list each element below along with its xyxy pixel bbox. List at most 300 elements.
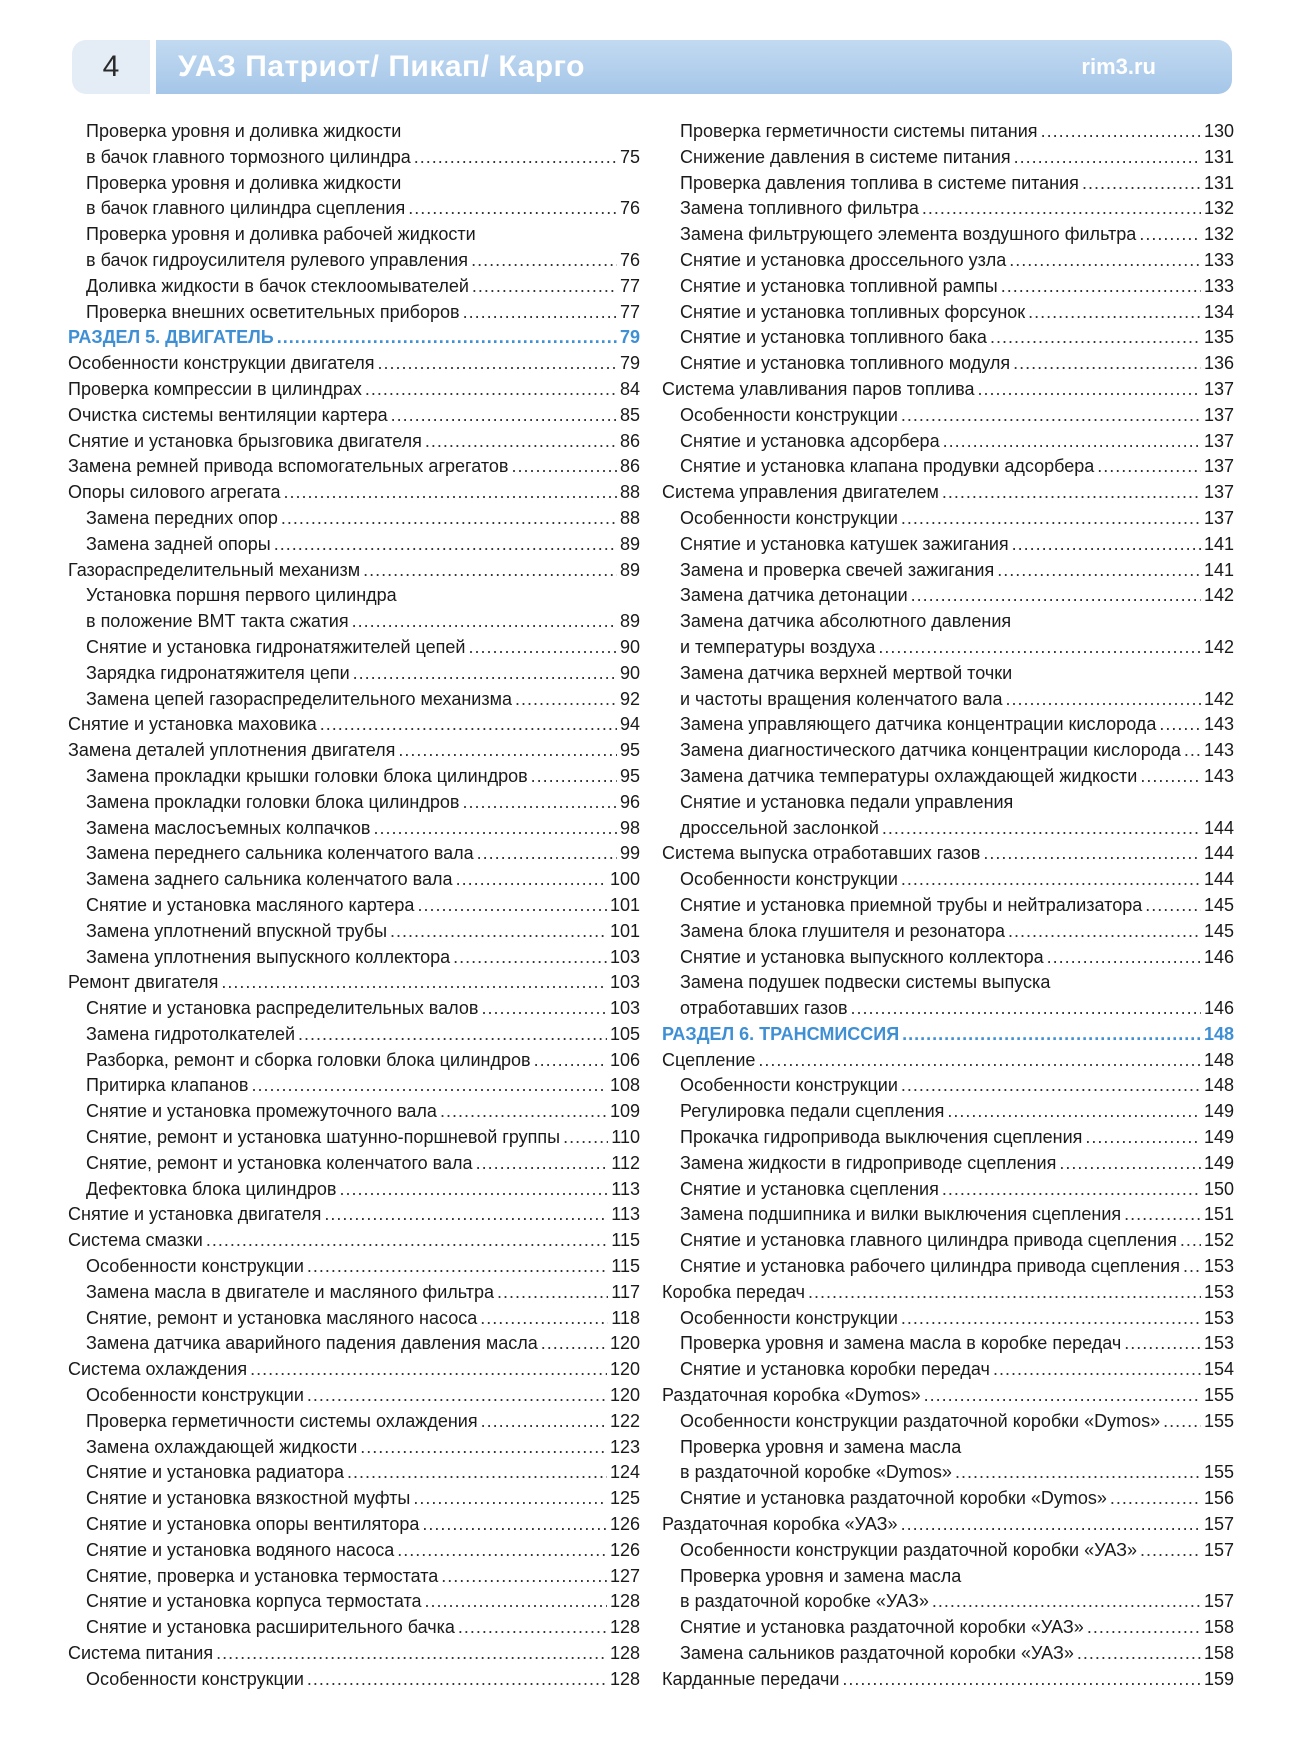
toc-dot-leader: [463, 300, 617, 326]
toc-entry[interactable]: [68, 1409, 640, 1435]
toc-entry[interactable]: [68, 1460, 640, 1486]
toc-entry-title: Особенности конструкции: [86, 1668, 304, 1689]
toc-entry-title: в бачок гидроусилителя рулевого управления: [86, 249, 469, 270]
toc-dot-leader: [413, 1486, 607, 1512]
toc-entry[interactable]: [68, 532, 640, 558]
toc-entry[interactable]: [662, 1228, 1234, 1254]
toc-entry[interactable]: [662, 1486, 1234, 1512]
toc-dot-leader: [932, 1589, 1201, 1615]
toc-entry[interactable]: [68, 1641, 640, 1667]
toc-entry-title: Снятие и установка расширительного бачка: [86, 1617, 455, 1638]
toc-entry[interactable]: [662, 274, 1234, 300]
toc-entry[interactable]: [662, 119, 1234, 145]
toc-page-number: 133: [1203, 275, 1234, 296]
toc-dot-leader: [901, 403, 1201, 429]
toc-page-number: 122: [609, 1410, 640, 1431]
toc-page-number: 153: [1203, 1307, 1234, 1328]
toc-page-number: 136: [1203, 353, 1234, 374]
toc-entry-title: Особенности конструкции: [680, 869, 898, 890]
toc-page-number: 113: [611, 1178, 640, 1199]
toc-dot-leader: [477, 841, 617, 867]
toc-entry[interactable]: [662, 558, 1234, 584]
toc-dot-leader: [1145, 893, 1201, 919]
toc-entry[interactable]: [662, 970, 1234, 996]
toc-entry-title: Система выпуска отработавших газов: [662, 843, 981, 864]
toc-entry-title: Карданные передачи: [662, 1668, 840, 1689]
toc-dot-leader: [911, 583, 1201, 609]
toc-entry-title: Замена прокладки головки блока цилиндров: [86, 791, 460, 812]
toc-entry-title: Снятие и установка топливного бака: [680, 327, 987, 348]
toc-entry[interactable]: [68, 816, 640, 842]
toc-dot-leader: [307, 1667, 607, 1693]
toc-dot-leader: [901, 1306, 1201, 1332]
toc-dot-leader: [1159, 712, 1201, 738]
toc-entry[interactable]: [68, 945, 640, 971]
toc-dot-leader: [924, 1383, 1201, 1409]
toc-entry-title: Снятие и установка коробки передач: [680, 1359, 990, 1380]
toc-entry[interactable]: [662, 1538, 1234, 1564]
toc-page-number: 149: [1203, 1127, 1234, 1148]
toc-entry-title: Проверка внешних осветительных приборов: [86, 301, 460, 322]
toc-entry[interactable]: [68, 480, 640, 506]
toc-dot-leader: [480, 1306, 608, 1332]
toc-entry-title: Снятие и установка адсорбера: [680, 430, 940, 451]
toc-entry[interactable]: [662, 506, 1234, 532]
toc-entry[interactable]: [662, 1589, 1234, 1615]
toc-entry-title: Снятие и установка педали управления: [680, 791, 1014, 812]
toc-dot-leader: [307, 1254, 608, 1280]
toc-entry-title: Снятие и установка брызговика двигателя: [68, 430, 422, 451]
toc-entry[interactable]: [662, 583, 1234, 609]
toc-dot-leader: [206, 1228, 608, 1254]
toc-page-number: 148: [1203, 1049, 1234, 1070]
toc-page-number: 79: [619, 327, 640, 348]
toc-entry[interactable]: [662, 1667, 1234, 1693]
toc-entry[interactable]: [68, 1073, 640, 1099]
toc-entry[interactable]: [68, 1099, 640, 1125]
toc-dot-leader: [468, 635, 617, 661]
toc-entry[interactable]: [662, 1641, 1234, 1667]
toc-entry[interactable]: [662, 1409, 1234, 1435]
toc-entry[interactable]: [662, 222, 1234, 248]
toc-dot-leader: [458, 1615, 607, 1641]
toc-entry[interactable]: [68, 454, 640, 480]
toc-entry[interactable]: [662, 480, 1234, 506]
toc-entry-title: Замена гидротолкателей: [86, 1023, 296, 1044]
toc-page-number: 137: [1203, 456, 1234, 477]
toc-entry[interactable]: [68, 1435, 640, 1461]
toc-entry[interactable]: [68, 1280, 640, 1306]
toc-dot-leader: [851, 996, 1201, 1022]
toc-dot-leader: [398, 738, 617, 764]
toc-dot-leader: [352, 609, 617, 635]
toc-page-number: 77: [619, 275, 640, 296]
toc-entry[interactable]: [68, 1022, 640, 1048]
toc-page-number: 88: [619, 482, 640, 503]
toc-entry[interactable]: [662, 325, 1234, 351]
toc-page-number: 157: [1203, 1514, 1234, 1535]
toc-entry[interactable]: [68, 1357, 640, 1383]
toc-entry[interactable]: [68, 841, 640, 867]
toc-entry[interactable]: [662, 1125, 1234, 1151]
toc-page-number: 128: [609, 1643, 640, 1664]
toc-entry-title: Снятие и установка корпуса термостата: [86, 1591, 422, 1612]
toc-entry-title: Сцепление: [662, 1049, 756, 1070]
toc-entry-title: Замена уплотнения выпускного коллектора: [86, 946, 451, 967]
toc-page-number: 144: [1203, 843, 1234, 864]
toc-dot-leader: [441, 1564, 607, 1590]
toc-page-number: 150: [1203, 1178, 1234, 1199]
toc-dot-leader: [251, 1073, 606, 1099]
toc-entry[interactable]: [68, 222, 640, 248]
toc-entry[interactable]: [662, 377, 1234, 403]
toc-entry-title: Проверка давления топлива в системе питания: [680, 172, 1079, 193]
toc-entry[interactable]: [662, 429, 1234, 455]
toc-entry[interactable]: [662, 919, 1234, 945]
toc-page-number: 155: [1203, 1410, 1234, 1431]
toc-entry[interactable]: [662, 351, 1234, 377]
toc-dot-leader: [471, 248, 617, 274]
toc-section-heading[interactable]: [68, 325, 640, 351]
toc-entry[interactable]: [662, 300, 1234, 326]
toc-entry[interactable]: [662, 687, 1234, 713]
toc-page-number: 126: [609, 1514, 640, 1535]
toc-entry-title: Проверка герметичности системы питания: [680, 121, 1038, 141]
toc-entry[interactable]: [662, 1306, 1234, 1332]
toc-entry-title: Раздаточная коробка «Dymos»: [662, 1385, 921, 1406]
toc-entry[interactable]: [662, 661, 1234, 687]
toc-entry[interactable]: [662, 145, 1234, 171]
toc-entry[interactable]: [68, 867, 640, 893]
toc-page-number: 76: [619, 249, 640, 270]
toc-entry[interactable]: [662, 196, 1234, 222]
toc-entry-title: Снятие и установка вязкостной муфты: [86, 1488, 411, 1509]
toc-page-number: 141: [1203, 559, 1234, 580]
toc-dot-leader: [1097, 454, 1201, 480]
toc-page-number: 143: [1203, 765, 1234, 786]
toc-entry-title: в раздаточной коробке «УАЗ»: [680, 1591, 929, 1612]
toc-dot-leader: [758, 1048, 1201, 1074]
toc-page-number: 77: [619, 301, 640, 322]
toc-dot-leader: [541, 1331, 607, 1357]
toc-dot-leader: [1014, 145, 1201, 171]
toc-entry-title: Снятие, проверка и установка термостата: [86, 1565, 439, 1586]
toc-entry-title: отработавших газов: [680, 998, 848, 1019]
toc-page-number: 131: [1203, 172, 1234, 193]
toc-entry[interactable]: [662, 403, 1234, 429]
toc-dot-leader: [1008, 919, 1201, 945]
toc-page-number: 154: [1203, 1359, 1234, 1380]
toc-entry[interactable]: [662, 893, 1234, 919]
toc-entry[interactable]: [68, 1383, 640, 1409]
toc-entry-title: Снятие и установка радиатора: [86, 1462, 344, 1483]
toc-page-number: 151: [1203, 1204, 1234, 1225]
toc-entry[interactable]: [68, 661, 640, 687]
toc-dot-leader: [277, 325, 617, 351]
toc-page-number: 144: [1203, 817, 1234, 838]
toc-entry-title: Дефектовка блока цилиндров: [86, 1178, 337, 1199]
toc-dot-leader: [1110, 1486, 1201, 1512]
toc-dot-leader: [955, 1460, 1201, 1486]
toc-entry-title: Установка поршня первого цилиндра: [86, 585, 397, 606]
toc-entry[interactable]: [662, 1615, 1234, 1641]
toc-page-number: 132: [1203, 198, 1234, 219]
toc-entry[interactable]: [68, 1177, 640, 1203]
toc-page-number: 106: [609, 1049, 640, 1070]
toc-entry-title: Особенности конструкции: [680, 507, 898, 528]
toc-entry[interactable]: [68, 1615, 640, 1641]
toc-entry[interactable]: [662, 1460, 1234, 1486]
toc-page-number: 100: [609, 869, 640, 890]
toc-entry-title: Замена уплотнений впускной трубы: [86, 920, 388, 941]
toc-entry[interactable]: [68, 687, 640, 713]
toc-entry-title: Снижение давления в системе питания: [680, 146, 1011, 167]
toc-entry[interactable]: [68, 1254, 640, 1280]
toc-dot-leader: [1059, 1151, 1201, 1177]
toc-entry[interactable]: [68, 1512, 640, 1538]
toc-entry[interactable]: [662, 764, 1234, 790]
toc-entry[interactable]: [662, 816, 1234, 842]
toc-dot-leader: [997, 558, 1201, 584]
toc-dot-leader: [414, 145, 617, 171]
toc-dot-leader: [808, 1280, 1201, 1306]
toc-entry[interactable]: [68, 583, 640, 609]
toc-page-number: 143: [1203, 714, 1234, 735]
toc-entry[interactable]: [68, 1202, 640, 1228]
toc-entry[interactable]: [68, 893, 640, 919]
toc-entry[interactable]: [68, 403, 640, 429]
toc-entry-title: Система смазки: [68, 1230, 203, 1251]
toc-dot-leader: [882, 816, 1201, 842]
toc-page-number: 133: [1203, 249, 1234, 270]
toc-entry-title: Доливка жидкости в бачок стеклоомывателей: [86, 275, 469, 296]
toc-entry[interactable]: [68, 1125, 640, 1151]
toc-entry[interactable]: [662, 248, 1234, 274]
toc-dot-leader: [901, 1512, 1201, 1538]
toc-entry[interactable]: [68, 300, 640, 326]
toc-entry-title: Система улавливания паров топлива: [662, 378, 975, 399]
toc-dot-leader: [1006, 687, 1201, 713]
toc-entry[interactable]: [662, 1099, 1234, 1125]
toc-entry[interactable]: [68, 119, 640, 145]
toc-dot-leader: [481, 996, 607, 1022]
toc-entry-title: Снятие и установка водяного насоса: [86, 1539, 395, 1560]
toc-entry[interactable]: [68, 506, 640, 532]
toc-entry[interactable]: [68, 738, 640, 764]
toc-page-number: 92: [619, 688, 640, 709]
toc-entry[interactable]: [68, 429, 640, 455]
toc-page-number: 137: [1203, 507, 1234, 528]
toc-page-number: 157: [1203, 1539, 1234, 1560]
toc-entry[interactable]: [662, 945, 1234, 971]
toc-entry[interactable]: [68, 274, 640, 300]
toc-entry[interactable]: [68, 764, 640, 790]
toc-page-number: 103: [609, 946, 640, 967]
toc-page-number: 153: [1203, 1333, 1234, 1354]
toc-entry-title: Замена жидкости в гидроприводе сцепления: [680, 1152, 1057, 1173]
toc-entry-title: Особенности конструкции двигателя: [68, 353, 375, 374]
toc-entry[interactable]: [662, 1254, 1234, 1280]
toc-entry[interactable]: [68, 996, 640, 1022]
toc-page-number: 79: [619, 353, 640, 374]
toc-entry[interactable]: [662, 1383, 1234, 1409]
toc-entry[interactable]: [68, 609, 640, 635]
toc-entry[interactable]: [662, 1280, 1234, 1306]
toc-entry[interactable]: [68, 970, 640, 996]
toc-dot-leader: [943, 429, 1201, 455]
toc-entry-title: Проверка компрессии в цилиндрах: [68, 378, 362, 399]
toc-entry[interactable]: [662, 1177, 1234, 1203]
toc-page-number: 112: [611, 1152, 640, 1173]
toc-page-number: 95: [619, 740, 640, 761]
toc-page-number: 126: [609, 1539, 640, 1560]
toc-page-number: 146: [1203, 946, 1234, 967]
page-number: 4: [72, 40, 150, 94]
toc-entry[interactable]: [68, 248, 640, 274]
toc-dot-leader: [878, 635, 1201, 661]
toc-entry[interactable]: [68, 171, 640, 197]
toc-page-number: 89: [619, 559, 640, 580]
toc-entry-title: Снятие и установка двигателя: [68, 1204, 322, 1225]
toc-page-number: 115: [611, 1256, 640, 1277]
toc-dot-leader: [942, 480, 1201, 506]
toc-dot-leader: [250, 1357, 607, 1383]
toc-page-number: 128: [609, 1668, 640, 1689]
toc-entry[interactable]: [662, 609, 1234, 635]
toc-dot-leader: [1001, 274, 1201, 300]
page-header: [72, 40, 1232, 94]
toc-entry[interactable]: [662, 841, 1234, 867]
toc-page-number: 123: [609, 1436, 640, 1457]
toc-entry[interactable]: [68, 145, 640, 171]
toc-dot-leader: [1077, 1641, 1201, 1667]
toc-entry[interactable]: [68, 1589, 640, 1615]
toc-entry[interactable]: [68, 558, 640, 584]
toc-entry[interactable]: [662, 1357, 1234, 1383]
toc-dot-leader: [281, 506, 617, 532]
toc-entry[interactable]: [662, 1073, 1234, 1099]
toc-entry[interactable]: [662, 1331, 1234, 1357]
toc-entry-title: Замена подшипника и вилки выключения сцепления: [680, 1204, 1122, 1225]
toc-entry-title: Замена датчика температуры охлаждающей жидкости: [680, 765, 1138, 786]
toc-entry[interactable]: [662, 1048, 1234, 1074]
toc-entry[interactable]: [68, 1151, 640, 1177]
toc-dot-leader: [993, 1357, 1201, 1383]
toc-entry[interactable]: [662, 1512, 1234, 1538]
toc-entry[interactable]: [662, 996, 1234, 1022]
toc-entry[interactable]: [662, 454, 1234, 480]
toc-entry-title: Снятие и установка маховика: [68, 714, 317, 735]
toc-entry[interactable]: [662, 171, 1234, 197]
toc-entry[interactable]: [68, 1228, 640, 1254]
toc-page-number: 108: [609, 1075, 640, 1096]
toc-entry-title: Замена переднего сальника коленчатого вала: [86, 843, 474, 864]
toc-page-number: 84: [619, 378, 640, 399]
toc-entry[interactable]: [68, 790, 640, 816]
toc-entry[interactable]: [68, 377, 640, 403]
toc-entry[interactable]: [662, 635, 1234, 661]
toc-dot-leader: [397, 1538, 607, 1564]
toc-entry[interactable]: [68, 1486, 640, 1512]
toc-entry[interactable]: [662, 867, 1234, 893]
toc-entry[interactable]: [662, 712, 1234, 738]
toc-page-number: 86: [619, 430, 640, 451]
toc-entry-title: Система управления двигателем: [662, 482, 939, 503]
toc-entry-title: РАЗДЕЛ 5. ДВИГАТЕЛЬ: [68, 327, 274, 348]
toc-page-number: 86: [619, 456, 640, 477]
toc-section-heading[interactable]: [662, 1022, 1234, 1048]
toc-entry[interactable]: [662, 1151, 1234, 1177]
toc-entry-title: Замена охлаждающей жидкости: [86, 1436, 358, 1457]
toc-entry[interactable]: [68, 1306, 640, 1332]
toc-dot-leader: [353, 661, 617, 687]
toc-page-number: 96: [619, 791, 640, 812]
toc-page-number: 76: [619, 198, 640, 219]
toc-entry-title: Особенности конструкции: [86, 1256, 304, 1277]
toc-dot-leader: [1180, 1228, 1201, 1254]
toc-entry-title: Опоры силового агрегата: [68, 482, 281, 503]
toc-entry[interactable]: [68, 712, 640, 738]
toc-entry[interactable]: [662, 738, 1234, 764]
toc-dot-leader: [391, 403, 617, 429]
toc-entry-title: Замена датчика абсолютного давления: [680, 611, 1012, 632]
toc-entry-title: Снятие и установка гидронатяжителей цепей: [86, 636, 466, 657]
toc-entry[interactable]: [662, 1564, 1234, 1590]
toc-dot-leader: [408, 196, 617, 222]
toc-dot-leader: [1013, 351, 1201, 377]
toc-dot-leader: [481, 1409, 607, 1435]
toc-page-number: 152: [1203, 1230, 1234, 1251]
toc-entry[interactable]: [662, 1435, 1234, 1461]
toc-page-number: 95: [619, 765, 640, 786]
toc-entry-title: и температуры воздуха: [680, 636, 876, 657]
toc-entry-title: Снятие и установка главного цилиндра привода сцепления: [680, 1230, 1177, 1251]
toc-entry[interactable]: [68, 351, 640, 377]
toc-entry[interactable]: [68, 635, 640, 661]
toc-entry[interactable]: [68, 196, 640, 222]
toc-page-number: 155: [1203, 1462, 1234, 1483]
toc-dot-leader: [462, 790, 617, 816]
toc-entry-title: в положение ВМТ такта сжатия: [86, 611, 349, 632]
toc-entry-title: Особенности конструкции: [680, 1075, 898, 1096]
toc-entry-title: в бачок главного цилиндра сцепления: [86, 198, 406, 219]
toc-entry[interactable]: [68, 1331, 640, 1357]
toc-dot-leader: [339, 1177, 608, 1203]
toc-entry[interactable]: [662, 790, 1234, 816]
toc-page-number: 135: [1203, 327, 1234, 348]
toc-entry[interactable]: [68, 1667, 640, 1693]
toc-entry-title: Газораспределительный механизм: [68, 559, 361, 580]
toc-page-number: 120: [609, 1385, 640, 1406]
toc-entry[interactable]: [662, 532, 1234, 558]
toc-dot-leader: [511, 454, 617, 480]
toc-entry[interactable]: [68, 1564, 640, 1590]
toc-entry[interactable]: [68, 1048, 640, 1074]
toc-entry[interactable]: [662, 1202, 1234, 1228]
toc-entry[interactable]: [68, 919, 640, 945]
toc-dot-leader: [901, 867, 1201, 893]
site-name: rim3.ru: [1081, 54, 1156, 79]
toc-page-number: 109: [609, 1101, 640, 1122]
toc-dot-leader: [453, 945, 607, 971]
toc-dot-leader: [1139, 222, 1201, 248]
toc-entry-title: Снятие и установка катушек зажигания: [680, 533, 1009, 554]
toc-entry[interactable]: [68, 1538, 640, 1564]
toc-entry-title: Проверка уровня и замена масла: [680, 1565, 962, 1586]
toc-dot-leader: [1047, 945, 1201, 971]
toc-page-number: 127: [609, 1565, 640, 1586]
toc-dot-leader: [1124, 1331, 1201, 1357]
